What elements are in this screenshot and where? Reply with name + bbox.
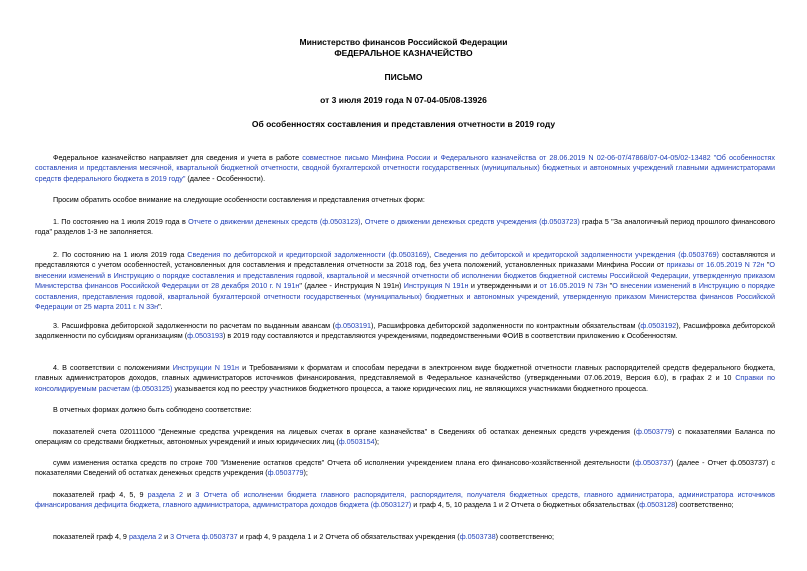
section-3-link-2[interactable]: 3 [170, 532, 175, 541]
compliance-3-text-1: показателей граф 4, 5, 9 [53, 490, 148, 499]
attention-paragraph [35, 195, 775, 205]
item-2-text-2: , [429, 250, 435, 259]
item-2-text-3: составляются и представляются с учетом особенностей, установленных для составления и представления отчетности за 2018 год, без учета положений, установленных приказами Минфина России от [35, 250, 775, 270]
compliance-4-text-1: показателей граф 4, 9 [53, 532, 129, 541]
compliance-text: В отчетных формах должно быть соблюдено соответствие: [53, 405, 252, 414]
compliance-item-3-paragraph [35, 490, 775, 511]
intro-paragraph [35, 153, 775, 184]
compliance-2-text-2: ) (далее - Отчет ф.0503737) с показателями Сведений об остатках денежных средств учреждения ( [35, 458, 775, 478]
form-0503723-link[interactable]: Отчете о движении денежных средств учреждения (ф.0503723) [364, 217, 580, 226]
form-0503123-link[interactable]: Отчете о движении денежных средств (ф.0503123) [188, 217, 361, 226]
form-0503779-link-2[interactable]: ф.0503779 [267, 468, 304, 478]
item-3-text-1: 3. Расшифровка дебиторской задолженности по расчетам по выданным авансам ( [53, 321, 336, 330]
item-1-text-2: , [360, 217, 365, 226]
compliance-1-text-3: ); [374, 437, 380, 447]
instruction-191n-amendment-link[interactable]: О внесении изменений в Инструкцию о порядке составления и представления годовой, квартальной и месячной отчетности об исполнении бюджетов бюджетной системы Российской Федерации, утвержденную приказом Министерства финансов Российской Федерации от 28 декабря 2010 г. N 191н [35, 260, 775, 291]
item-3-text-3: ), Расшифровка дебиторской задолженности по субсидиям организациям ( [35, 321, 776, 341]
form-0503191-link[interactable]: ф.0503191 [335, 321, 371, 330]
document-title: Об особенностях составления и представления отчетности в 2019 году [251, 119, 556, 129]
intro-text-2: (далее - Особенности). [185, 173, 266, 183]
order-72n-link[interactable]: приказы от 16.05.2019 N 72н [666, 260, 765, 270]
item-4-text-1: 4. В соответствии с положениями [53, 363, 173, 372]
item-2-text-6: и утвержденными и [468, 281, 540, 291]
form-0503738-link[interactable]: ф.0503738 [459, 532, 496, 541]
item-2-paragraph [35, 250, 775, 312]
instruction-191n-link[interactable]: Инструкция N 191н [403, 281, 469, 291]
section-3-link[interactable]: 3 [195, 490, 200, 499]
form-0503737-link-2[interactable]: Отчета ф.0503737 [176, 532, 238, 541]
item-2-text-7: " [607, 281, 613, 291]
form-0503192-link[interactable]: ф.0503192 [640, 321, 677, 330]
item-2-text-4: " [764, 260, 770, 270]
compliance-1-text-1: показателей счета 020111000 "Денежные средства учреждения на лицевых счетах в органе казначейства" в Сведениях об остатках денежных средств учреждения ( [53, 427, 636, 436]
compliance-paragraph [35, 405, 775, 415]
item-2-text-5: " (далее - Инструкция N 191н) [299, 281, 404, 291]
intro-text-1: Федеральное казначейство направляет для сведения и учета в работе [53, 153, 303, 162]
instruction-33n-amendment-link[interactable]: О внесении изменений в Инструкцию о порядке составления, представления годовой, квартальной бухгалтерской отчетности государственных (муниципальных) бюджетных и автономных учреждений, утвержденную приказом Министерства финансов Российской Федерации от 25 марта 2011 г. N 33н [35, 281, 775, 312]
item-2-text-1: 2. По состоянию на 1 июля 2019 года [53, 250, 188, 259]
form-0503769-link[interactable]: Сведения по дебиторской и кредиторской задолженности учреждения (ф.0503769) [434, 250, 719, 259]
document-date-number: от 3 июля 2019 года N 07-04-05/08-13926 [320, 95, 487, 105]
compliance-4-text-5: ) соответственно; [495, 532, 555, 541]
compliance-3-text-4: и граф 4, 5, 10 раздела 1 и 2 Отчета о бюджетных обязательствах ( [411, 500, 640, 510]
form-0503737-link[interactable]: ф.0503737 [635, 458, 671, 467]
form-0503154-link[interactable]: ф.0503154 [338, 437, 375, 447]
order-73n-link[interactable]: от 16.05.2019 N 73н [539, 281, 608, 291]
joint-letter-link[interactable]: совместное письмо Минфина России и Федерального казначейства от 28.06.2019 N 02-06-07/47868/07-04-05/02-13482 "Об особенностях составления и представления месячной, квартальной бюджетной отчетности, сводной бухгалтерской отчетности государственных (муниципальных) бюджетных и автономных учреждений главными администраторами средств федерального бюджета в 2019 году" [35, 153, 775, 183]
compliance-item-1-paragraph [35, 427, 775, 448]
item-1-paragraph [35, 217, 775, 238]
item-3-paragraph [35, 321, 775, 342]
compliance-2-text-3: ); [303, 468, 308, 478]
section-2-link-2[interactable]: раздела 2 [128, 532, 163, 541]
item-4-paragraph [35, 363, 775, 394]
compliance-4-text-2: и [162, 532, 171, 541]
item-1-text-1: 1. По состоянию на 1 июля 2019 года в [53, 217, 189, 226]
form-0503127-link[interactable]: Отчета об исполнении бюджета главного распорядителя, распорядителя, получателя бюджетных средств, главного администратора, администратора источников финансирования дефицита бюджета, главного администратора, администратора доходов бюджета (ф.0503127) [35, 490, 775, 510]
ministry-name: Министерство финансов Российской Федерации [299, 37, 508, 47]
compliance-4-text-4: и граф 4, 9 раздела 1 и 2 Отчета об обязательствах учреждения ( [237, 532, 460, 541]
form-0503193-link[interactable]: ф.0503193 [187, 331, 223, 341]
compliance-1-text-2: ) с показателями Баланса по операциям со средствами бюджетных, автономных учреждений и иных юридических лиц ( [35, 427, 775, 447]
form-0503128-link[interactable]: ф.0503128 [639, 500, 676, 510]
item-1-text-3: графа 5 "За аналогичный период прошлого финансового года" разделов 1-3 не заполняется. [35, 217, 776, 237]
form-0503779-link[interactable]: ф.0503779 [635, 427, 672, 436]
attention-text: Просим обратить особое внимание на следующие особенности составления и представления отчетных форм: [53, 195, 425, 204]
compliance-3-text-5: ) соответственно; [675, 500, 734, 510]
document-type: ПИСЬМО [384, 72, 423, 82]
instruction-191n-link-2[interactable]: Инструкции N 191н [172, 363, 239, 372]
compliance-3-text-2: и [183, 490, 196, 499]
item-3-text-2: ), Расшифровка дебиторской задолженности по контрактным обязательствам ( [370, 321, 641, 330]
compliance-item-4-paragraph [35, 532, 775, 542]
item-3-text-4: ) в 2019 году составляются и представляются учреждениями, подведомственными ФОИВ в соответствии приложению к Особенностям. [223, 331, 678, 341]
form-0503169-link[interactable]: Сведения по дебиторской и кредиторской задолженности (ф.0503169) [187, 250, 430, 259]
item-4-text-3: указывается код по реестру участников бюджетного процесса, а также юридических лиц, не являющихся участниками бюджетного процесса. [172, 383, 649, 393]
form-0503125-link[interactable]: Справки по консолидируемым расчетам (ф.0503125) [35, 373, 775, 393]
compliance-2-text-1: сумм изменения остатка средств по строке 700 "Изменение остатков средств" Отчета об исполнении учреждением плана его финансово-хозяйственной деятельности ( [53, 458, 636, 467]
section-2-link[interactable]: раздела 2 [147, 490, 184, 499]
item-2-text-8: ". [158, 302, 163, 312]
agency-name: ФЕДЕРАЛЬНОЕ КАЗНАЧЕЙСТВО [334, 48, 473, 58]
item-4-text-2: и Требованиями к форматам и способам передачи в электронном виде бюджетной отчетности главных распорядителей средств федерального бюджета, главных администраторов доходов, главных администраторов источников финансирования, представляемой в Федеральное казначейство (утвержденными 07.06.2019, Версия 6.0), в графах 2 и 10 [35, 363, 775, 383]
compliance-item-2-paragraph [35, 458, 775, 479]
